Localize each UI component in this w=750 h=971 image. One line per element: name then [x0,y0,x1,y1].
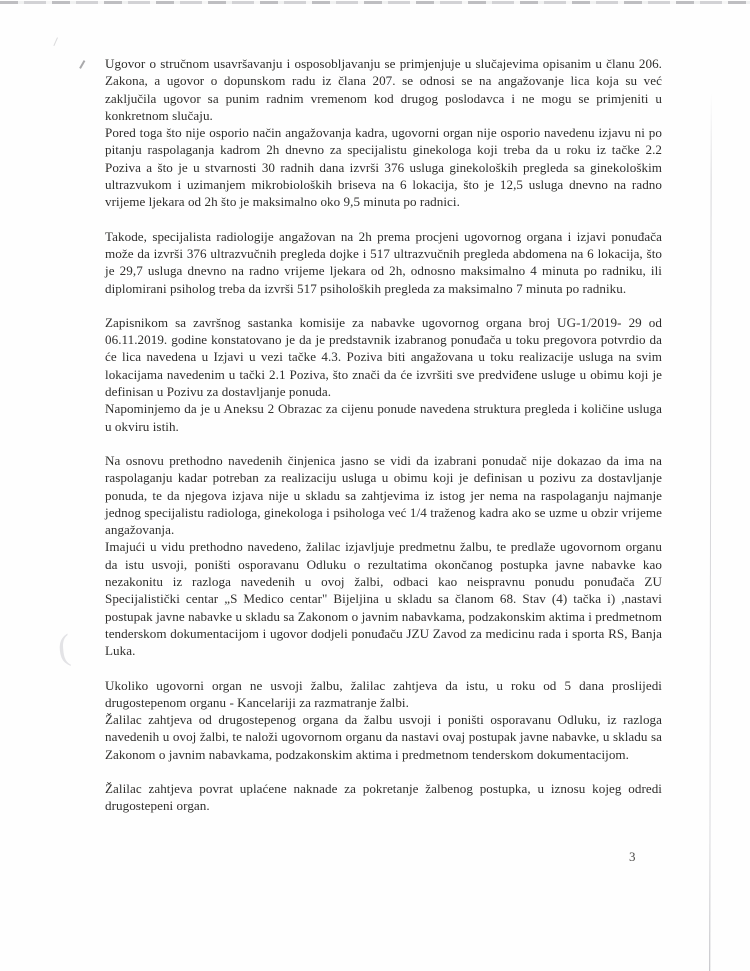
pen-mark-faint [53,37,61,47]
pen-mark-slash [79,60,89,71]
paragraph-ugovor-strucno: Ugovor o stručnom usavršavanju i osposobljavanju se primjenjuje u slučajevima opisanim u članu 206. Zakona, a ugovor o dopunskom radu iz člana 207. se odnosi se na angažovanje lica koja su već zaključila ugovor sa punim radnim vremenom kod drugog poslodavca i ne mogu se primjeniti u konkretnom slučaju. [105,56,662,123]
scan-smudge-mark: ( [55,626,73,668]
page-fold-line-artifact [709,92,712,971]
paragraph-imajuci-u-vidu: Imajući u vidu prethodno navedeno, žalilac izjavljuje predmetnu žalbu, te predlaže ugovornom organu da istu usvoji, poništi osporavanu Odluku o rezultatima okončanog postupka javne nabavke kao nezakonitu iz razloga navedenih u ovoj žalbi, odbaci kao neispravnu ponudu ponuđača ZU Specijalistički centar „S Medico centar" Bijeljina u skladu sa članom 68. Stav (4) tačka i) ,nastavi postupak javne nabavke u skladu sa Zakonom o javnim nabavkama, podzakonskim aktima i predmetnom tenderskom dokumentacijom i ugovor dodjeli ponuđaču JZU Zavod za medicinu rada i sporta RS, Banja Luka. [105,539,662,659]
paragraph-pored-toga: Pored toga što nije osporio način angažovanja kadra, ugovorni organ nije osporio navedenu izjavu ni po pitanju raspolaganja kadrom 2h dnevno za specijalistu ginekologa koji treba da u roku iz tačke 2.2 Poziva a što je u stvarnosti 30 radnih dana izvrši 376 usluga ginekoloških pregleda sa ginekološkim ultrazvukom i uzimanjem mikrobioloških briseva na 6 lokacija, što je 12,5 usluga dnevno na radno vrijeme ljekara od 2h što je maksimalno oko 9,5 minuta po radnici. [105,125,662,210]
paragraph-na-osnovu-cinjenica: Na osnovu prethodno navedenih činjenica jasno se vidi da izabrani ponudač nije dokazao da ima na raspolaganju kadar potreban za realizaciju usluga u obimu koji je definisan u pozivu za dostavljanje ponuda, te da njegova izjava nije u skladu sa zahtjevima iz istog jer nema na raspolaganju najmanje jednog specijalistu radiologa, ginekologa i psihologa već 1/4 traženog kadra ako se uzme u obzir vrijeme angažovanja. [105,452,662,538]
paragraph-ukoliko-ne-usvoji: Ukoliko ugovorni organ ne usvoji žalbu, žalilac zahtjeva da istu, u roku od 5 dana proslijedi drugostepenom organu - Kancelariji za razmatranje žalbi. [105,677,662,710]
scanner-edge-artifact [0,1,750,4]
paragraph-povrat-naknade: Žalilac zahtjeva povrat uplaćene naknade za pokretanje žalbenog postupka, u iznosu kojeg odredi drugostepeni organ. [105,780,662,814]
document-body [105,55,662,815]
paragraph-napominjemo-aneks: Napominjemo da je u Aneksu 2 Obrazac za cijenu ponude navedena struktura pregleda i količine usluga u okviru istih. [105,401,662,434]
paragraph-zapisnik-sastanka: Zapisnikom sa završnog sastanka komisije za nabavke ugovornog organa broj UG-1/2019- 29 od 06.11.2019. godine konstatovano je da je predstavnik izabranog ponuđača u toku pregovora potvrdio da će lica navedena u Izjavi u vezi tačke 4.3. Poziva biti angažovana u toku realizacije usluga na svim lokacijama navedenim u tački 2.1 Poziva, što znači da će izvršiti sve predviđene usluge u obimu koji je definisan u Pozivu za dostavljanje ponuda. [105,314,662,400]
page-number: 3 [629,849,636,864]
paragraph-zahtjev-drugostepenom: Žalilac zahtjeva od drugostepenog organa da žalbu usvoji i poništi osporavanu Odluku, iz razloga navedenih u ovoj žalbi, te naloži ugovornom organu da nastavi ovaj postupak javne nabavke, u skladu sa Zakonom o javnim nabavkama, podzakonskim aktima i predmetnom tenderskom dokumentacijom. [105,712,662,762]
paragraph-takode-radiologija: Takode, specijalista radiologije angažovan na 2h prema procjeni ugovornog organa i izjavi ponuđača može da izvrši 376 ultrazvučnih pregleda dojke i 517 ultrazvučnih pregleda abdomena na 6 lokacija, što je 29,7 usluga dnevno na radno vrijeme ljekara od 2h, odnosno maksimalno 4 minuta po radniku, ili diplomirani psiholog treba da izvrši 517 psiholoških pregleda za maksimalno 7 minuta po radniku. [105,228,662,296]
